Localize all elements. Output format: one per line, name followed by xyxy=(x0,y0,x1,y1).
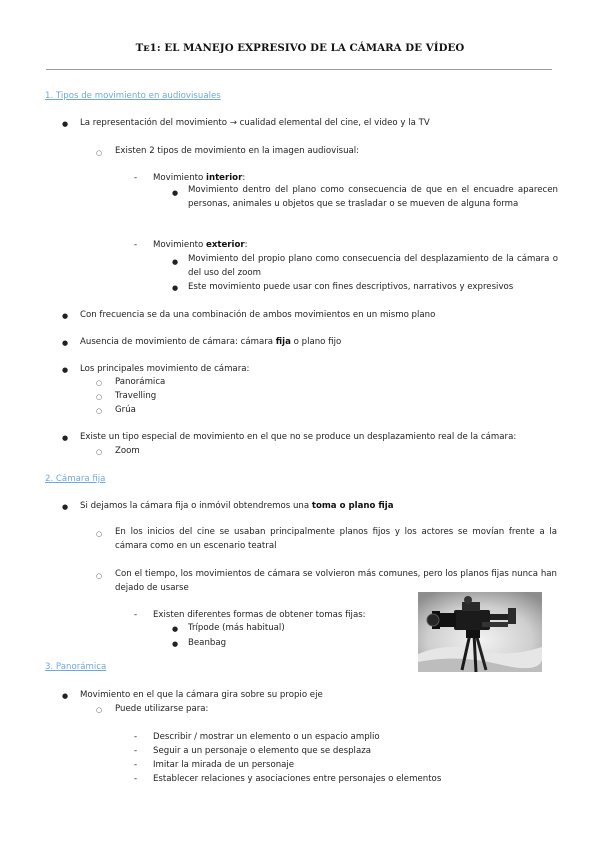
circle-bullet-icon: ○ xyxy=(96,572,103,580)
bullet-icon: ● xyxy=(172,625,179,633)
bullet-icon: ● xyxy=(62,366,69,374)
list-item: Movimiento dentro del plano como consecuencia de que en el encuadre aparecen personas, animales u objetos que se trasladar o se mueven de alguna forma xyxy=(188,185,558,209)
list-item: Imitar la mirada de un personaje xyxy=(153,760,295,770)
circle-bullet-icon: ○ xyxy=(96,379,103,387)
list-item: Establecer relaciones y asociaciones entre personajes o elementos xyxy=(153,774,442,784)
camera-photo xyxy=(418,592,542,672)
list-item: Movimiento en el que la cámara gira sobre su propio eje xyxy=(80,690,323,700)
dash-bullet-icon: - xyxy=(134,760,138,770)
list-item: Los principales movimiento de cámara: xyxy=(80,364,250,374)
bullet-icon: ● xyxy=(62,434,69,442)
list-item: Describir / mostrar un elemento o un espacio amplio xyxy=(153,732,380,742)
section-heading-3[interactable]: 3. Panorámica xyxy=(45,662,107,672)
list-item: Existen diferentes formas de obtener tomas fijas: xyxy=(153,610,366,620)
list-item: Si dejamos la cámara fija o inmóvil obtendremos una toma o plano fija xyxy=(80,501,394,511)
bullet-icon: ● xyxy=(172,189,179,197)
bullet-icon: ● xyxy=(172,258,179,266)
circle-bullet-icon: ○ xyxy=(96,448,103,456)
page-title: Tᴇ1: EL MANEJO EXPRESIVO DE LA CÁMARA DE VÍDEO xyxy=(135,42,465,54)
circle-bullet-icon: ○ xyxy=(96,407,103,415)
list-item: Este movimiento puede usar con fines descriptivos, narrativos y expresivos xyxy=(188,282,514,292)
dash-bullet-icon: - xyxy=(134,746,138,756)
section-heading-1[interactable]: 1. Tipos de movimiento en audiovisuales xyxy=(45,91,221,101)
bullet-icon: ● xyxy=(62,339,69,347)
dash-bullet-icon: - xyxy=(134,240,138,250)
circle-bullet-icon: ○ xyxy=(96,530,103,538)
bullet-icon: ● xyxy=(62,503,69,511)
list-item: En los inicios del cine se usaban principalmente planos fijos y los actores se movían frente a la cámara como en un escenario teatral xyxy=(115,527,557,551)
bullet-icon: ● xyxy=(172,640,179,648)
list-item: Movimiento interior: xyxy=(153,173,246,183)
bullet-icon: ● xyxy=(172,284,179,292)
circle-bullet-icon: ○ xyxy=(96,706,103,714)
circle-bullet-icon: ○ xyxy=(96,393,103,401)
title-divider xyxy=(46,69,552,70)
list-item: Existen 2 tipos de movimiento en la imagen audiovisual: xyxy=(115,146,360,156)
bullet-icon: ● xyxy=(62,120,69,128)
list-item: Seguir a un personaje o elemento que se desplaza xyxy=(153,746,371,756)
list-item: Puede utilizarse para: xyxy=(115,704,209,714)
list-item: Con el tiempo, los movimientos de cámara se volvieron más comunes, pero los planos fijas nunca han dejado de usarse xyxy=(115,569,557,593)
dash-bullet-icon: - xyxy=(134,732,138,742)
list-item: Beanbag xyxy=(188,638,227,648)
dash-bullet-icon: - xyxy=(134,173,138,183)
list-item: Trípode (más habitual) xyxy=(188,623,285,633)
bullet-icon: ● xyxy=(62,312,69,320)
bullet-icon: ● xyxy=(62,692,69,700)
section-heading-2[interactable]: 2. Cámara fija xyxy=(45,474,106,484)
dash-bullet-icon: - xyxy=(134,610,138,620)
list-item: Panorámica xyxy=(115,377,166,387)
list-item: La representación del movimiento → cualidad elemental del cine, el video y la TV xyxy=(80,118,430,128)
list-item: Zoom xyxy=(115,446,140,456)
list-item: Ausencia de movimiento de cámara: cámara fija o plano fijo xyxy=(80,337,342,347)
list-item: Existe un tipo especial de movimiento en el que no se produce un desplazamiento real de la cámara: xyxy=(80,432,517,442)
list-item: Travelling xyxy=(115,391,157,401)
dash-bullet-icon: - xyxy=(134,774,138,784)
list-item: Movimiento exterior: xyxy=(153,240,248,250)
list-item: Movimiento del propio plano como consecuencia del desplazamiento de la cámara o del uso del zoom xyxy=(188,254,558,278)
list-item: Con frecuencia se da una combinación de ambos movimientos en un mismo plano xyxy=(80,310,436,320)
circle-bullet-icon: ○ xyxy=(96,149,103,157)
list-item: Grúa xyxy=(115,405,136,415)
